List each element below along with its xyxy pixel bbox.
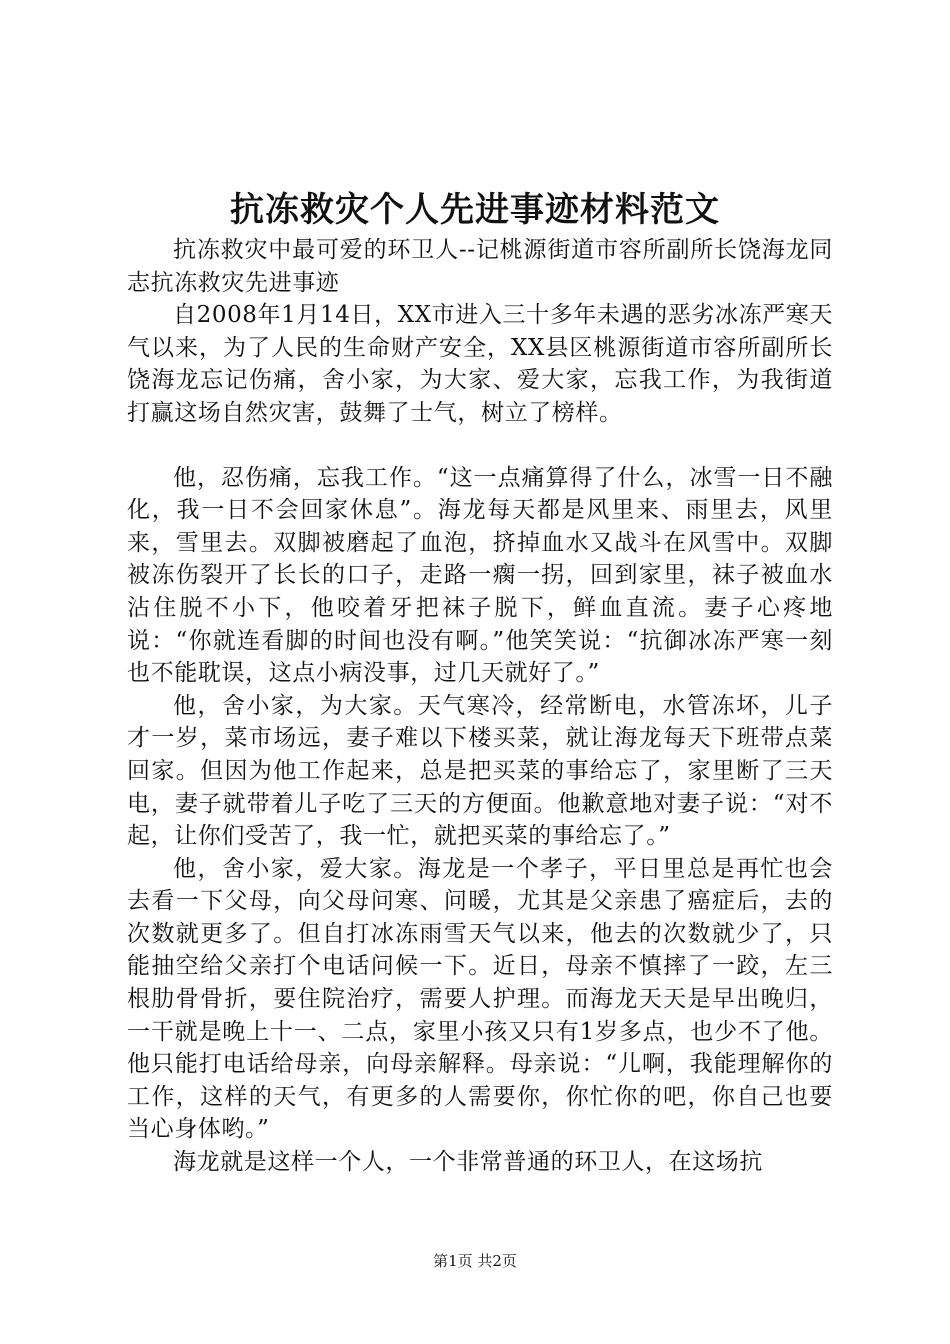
document-body — [127, 234, 833, 1179]
document-title: 抗冻救灾个人先进事迹材料范文 — [230, 190, 720, 230]
paragraph-for-everyone: 他，舍小家，为大家。天气寒冷，经常断电，水管冻坏，儿子才一岁，菜市场远，妻子难以下楼买菜，就让海龙每天下班带点菜回家。但因为他工作起来，总是把买菜的事给忘了，家里断了三天电，妻子就带着儿子吃了三天的方便面。他歉意地对妻子说：“对不起，让你们受苦了，我一忙，就把买菜的事给忘了。” — [127, 692, 833, 850]
paragraph-intro: 自2008年1月14日，XX市进入三十多年未遇的恶劣冰冻严寒天气以来，为了人民的生命财产安全，XX县区桃源街道市容所副所长饶海龙忘记伤痛，舍小家，为大家、爱大家，忘我工作，为我街道打赢这场自然灾害，鼓舞了士气，树立了榜样。 — [127, 302, 833, 426]
paragraph-spacer — [127, 430, 833, 462]
paragraph-conclusion: 海龙就是这样一个人，一个非常普通的环卫人，在这场抗 — [173, 1149, 763, 1176]
paragraph-endure-pain: 他，忍伤痛，忘我工作。“这一点痛算得了什么，冰雪一日不融化，我一日不会回家休息”。海龙每天都是风里来、雨里去，风里来，雪里去。双脚被磨起了血泡，挤掉血水又战斗在风雪中。双脚被冻伤裂开了长长的口子，走路一瘸一拐，回到家里，袜子被血水沾住脱不小下，他咬着牙把袜子脱下，鲜血直流。妻子心疼地说：“你就连看脚的时间也没有啊。”他笑笑说：“抗御冰冻严寒一刻也不能耽误，这点小病没事，过几天就好了。” — [127, 464, 833, 687]
page-footer: 第1页 共2页 — [433, 1252, 517, 1270]
paragraph-subtitle: 抗冻救灾中最可爱的环卫人--记桃源街道市容所副所长饶海龙同志抗冻救灾先进事迹 — [127, 237, 833, 296]
paragraph-love-everyone: 他，舍小家，爱大家。海龙是一个孝子，平日里总是再忙也会去看一下父母，向父母问寒、问暖，尤其是父亲患了癌症后，去的次数就更多了。但自打冰冻雨雪天气以来，他去的次数就少了，只能抽空给父亲打个电话问候一下。近日，母亲不慎摔了一跤，左三根肋骨骨折，要住院治疗，需要人护理。而海龙天天是早出晚归，一干就是晚上十一、二点，家里小孩又只有1岁多点，也少不了他。他只能打电话给母亲，向母亲解释。母亲说：“儿啊，我能理解你的工作，这样的天气，有更多的人需要你，你忙你的吧，你自己也要当心身体哟。” — [127, 855, 833, 1143]
